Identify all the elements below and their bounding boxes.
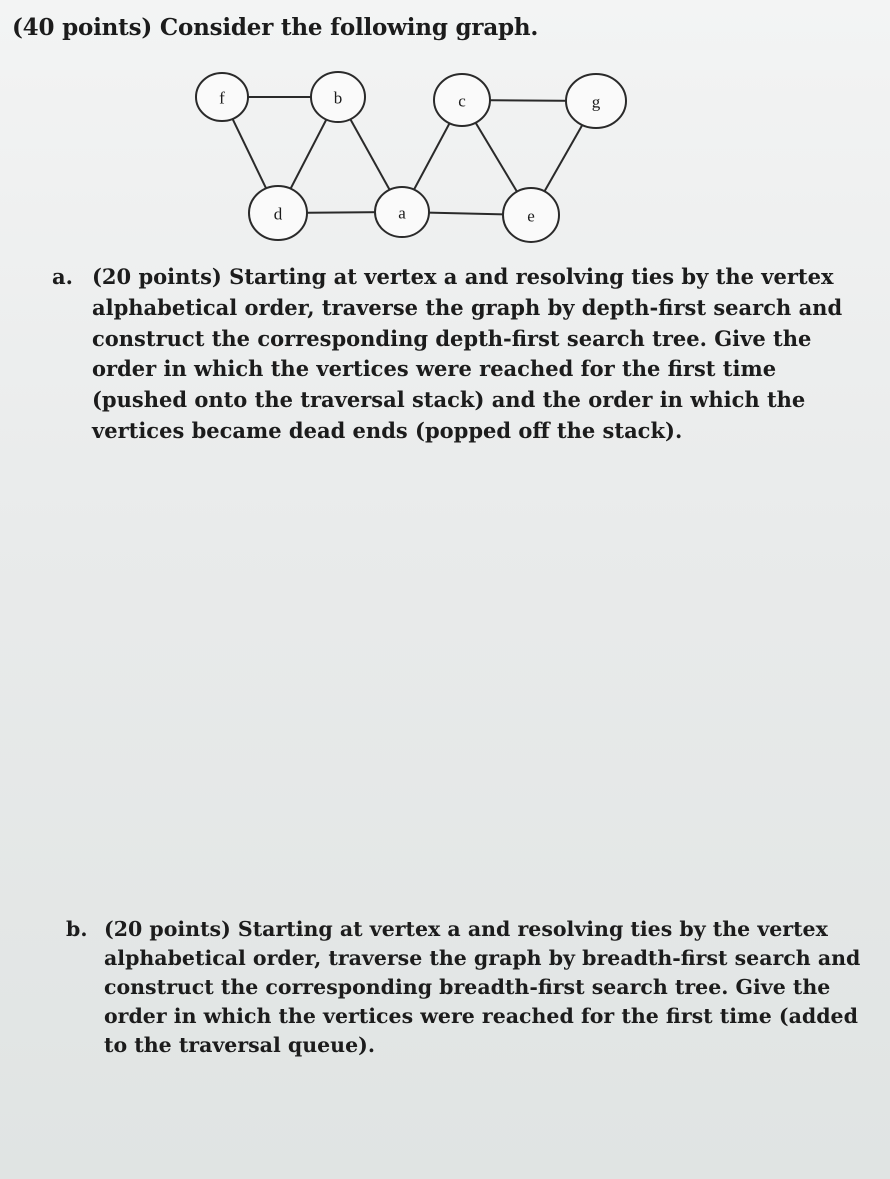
vertex-e: [503, 188, 559, 242]
question-b-marker: b.: [66, 917, 88, 941]
problem-title: (40 points) Consider the following graph.: [12, 14, 539, 41]
vertex-f: [196, 73, 248, 121]
question-b-text: (20 points) Starting at vertex a and resolving ties by the vertex alphabetical order, traverse the graph by breadth-first search and construct the corresponding breadth-first search tree. Give the order in which the vertices were reached for the first time (added to the traversal queue).: [104, 917, 861, 1057]
question-b: [66, 915, 866, 1065]
vertex-label: e: [527, 206, 535, 226]
vertex-label: g: [591, 92, 601, 112]
vertex-label: a: [398, 203, 406, 223]
vertex-label: f: [219, 88, 225, 108]
vertex-a: [375, 187, 429, 237]
vertex-c: [434, 74, 490, 126]
question-a: [52, 262, 872, 452]
question-a-marker: a.: [52, 264, 73, 289]
graph-figure: [0, 0, 890, 260]
vertex-label: d: [273, 204, 283, 224]
vertex-label: b: [333, 88, 343, 108]
vertex-d: [249, 186, 307, 240]
vertex-label: c: [458, 91, 466, 111]
vertex-g: [566, 74, 626, 128]
vertex-b: [311, 72, 365, 122]
question-a-text: (20 points) Starting at vertex a and resolving ties by the vertex alphabetical order, traverse the graph by depth-first search and construct the corresponding depth-first search tree. Give the order in which the vertices were reached for the first time (pushed onto the traversal stack) and the order in which the vertices became dead ends (popped off the stack).: [92, 264, 843, 443]
